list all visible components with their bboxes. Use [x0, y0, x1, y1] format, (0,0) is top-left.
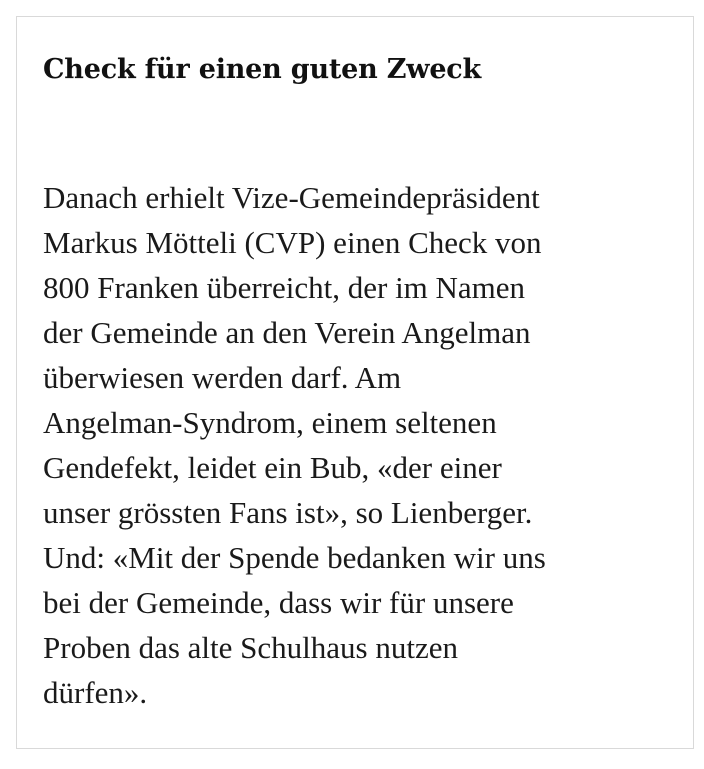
body-line: Und: «Mit der Spende bedanken wir uns — [43, 540, 546, 575]
article-heading: Check für einen guten Zweck — [43, 54, 482, 85]
body-line: Gendefekt, leidet ein Bub, «der einer — [43, 450, 502, 485]
body-line: unser grössten Fans ist», so Lienberger. — [43, 495, 533, 530]
body-line: dürfen». — [43, 675, 148, 710]
body-line: Angelman-Syndrom, einem seltenen — [43, 405, 497, 440]
body-line: Markus Mötteli (CVP) einen Check von — [43, 225, 542, 260]
article-card — [16, 16, 694, 749]
body-line: Danach erhielt Vize-Gemeindepräsident — [43, 180, 540, 215]
body-line: der Gemeinde an den Verein Angelman — [43, 315, 531, 350]
body-line: überwiesen werden darf. Am — [43, 360, 402, 395]
body-line: 800 Franken überreicht, der im Namen — [43, 270, 526, 305]
body-line: Proben das alte Schulhaus nutzen — [43, 630, 458, 665]
article-body — [43, 175, 683, 715]
body-line: bei der Gemeinde, dass wir für unsere — [43, 585, 514, 620]
